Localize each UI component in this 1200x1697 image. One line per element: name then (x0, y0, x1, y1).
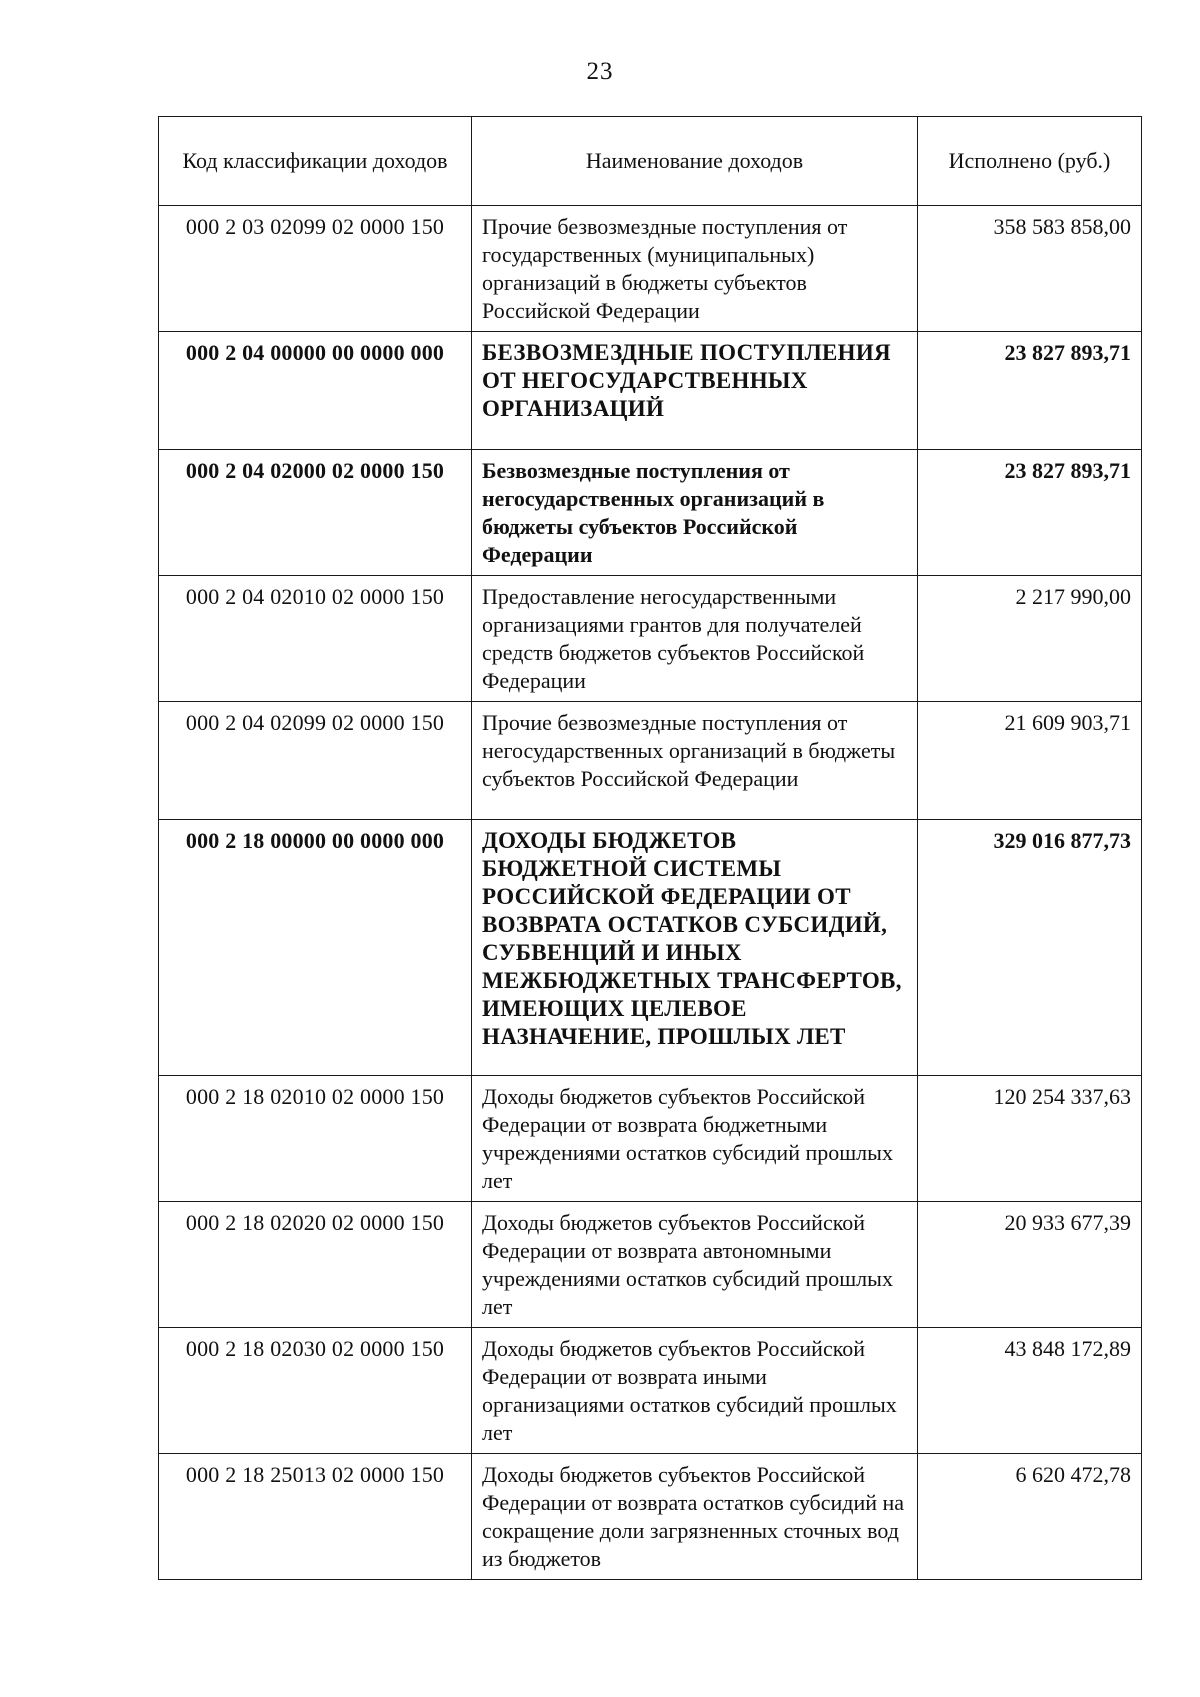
income-table (158, 116, 1142, 1580)
header-name: Наименование доходов (472, 117, 918, 206)
row-code: 000 2 18 02010 02 0000 150 (159, 1076, 472, 1202)
row-code: 000 2 03 02099 02 0000 150 (159, 206, 472, 332)
row-amount: 120 254 337,63 (918, 1076, 1142, 1202)
row-amount: 20 933 677,39 (918, 1202, 1142, 1328)
table-header-row (159, 117, 1142, 206)
row-code: 000 2 18 25013 02 0000 150 (159, 1454, 472, 1580)
row-name: Доходы бюджетов субъектов Российской Федерации от возврата остатков субсидий на сокращение доли загрязненных сточных вод из бюджетов (472, 1454, 918, 1580)
row-code: 000 2 18 02020 02 0000 150 (159, 1202, 472, 1328)
table-row (159, 1454, 1142, 1580)
row-code: 000 2 04 02010 02 0000 150 (159, 576, 472, 702)
row-amount: 21 609 903,71 (918, 702, 1142, 820)
row-name: Безвозмездные поступления от негосударственных организаций в бюджеты субъектов Российской Федерации (472, 450, 918, 576)
row-name: Доходы бюджетов субъектов Российской Федерации от возврата бюджетными учреждениями остатков субсидий прошлых лет (472, 1076, 918, 1202)
row-code: 000 2 18 02030 02 0000 150 (159, 1328, 472, 1454)
table-row (159, 820, 1142, 1076)
row-name: Прочие безвозмездные поступления от государственных (муниципальных) организаций в бюджеты субъектов Российской Федерации (472, 206, 918, 332)
table-row (159, 332, 1142, 450)
table-row (159, 702, 1142, 820)
row-name: Доходы бюджетов субъектов Российской Федерации от возврата автономными учреждениями остатков субсидий прошлых лет (472, 1202, 918, 1328)
row-code: 000 2 04 02000 02 0000 150 (159, 450, 472, 576)
table-row (159, 1076, 1142, 1202)
row-name: ДОХОДЫ БЮДЖЕТОВ БЮДЖЕТНОЙ СИСТЕМЫ РОССИЙСКОЙ ФЕДЕРАЦИИ ОТ ВОЗВРАТА ОСТАТКОВ СУБСИДИЙ, СУБВЕНЦИЙ И ИНЫХ МЕЖБЮДЖЕТНЫХ ТРАНСФЕРТОВ, ИМЕЮЩИХ ЦЕЛЕВОЕ НАЗНАЧЕНИЕ, ПРОШЛЫХ ЛЕТ (472, 820, 918, 1076)
header-amount: Исполнено (руб.) (918, 117, 1142, 206)
row-name: Доходы бюджетов субъектов Российской Федерации от возврата иными организациями остатков субсидий прошлых лет (472, 1328, 918, 1454)
row-code: 000 2 18 00000 00 0000 000 (159, 820, 472, 1076)
row-name: Предоставление негосударственными организациями грантов для получателей средств бюджетов субъектов Российской Федерации (472, 576, 918, 702)
row-amount: 6 620 472,78 (918, 1454, 1142, 1580)
row-amount: 43 848 172,89 (918, 1328, 1142, 1454)
row-amount: 358 583 858,00 (918, 206, 1142, 332)
table-row (159, 450, 1142, 576)
row-code: 000 2 04 02099 02 0000 150 (159, 702, 472, 820)
row-amount: 23 827 893,71 (918, 332, 1142, 450)
header-code: Код классификации доходов (159, 117, 472, 206)
row-amount: 2 217 990,00 (918, 576, 1142, 702)
table-row (159, 1328, 1142, 1454)
table-row (159, 576, 1142, 702)
table-row (159, 1202, 1142, 1328)
page-number: 23 (586, 58, 614, 85)
row-name: Прочие безвозмездные поступления от негосударственных организаций в бюджеты субъектов Российской Федерации (472, 702, 918, 820)
row-amount: 23 827 893,71 (918, 450, 1142, 576)
row-amount: 329 016 877,73 (918, 820, 1142, 1076)
row-name: БЕЗВОЗМЕЗДНЫЕ ПОСТУПЛЕНИЯ ОТ НЕГОСУДАРСТВЕННЫХ ОРГАНИЗАЦИЙ (472, 332, 918, 450)
table-row (159, 206, 1142, 332)
row-code: 000 2 04 00000 00 0000 000 (159, 332, 472, 450)
